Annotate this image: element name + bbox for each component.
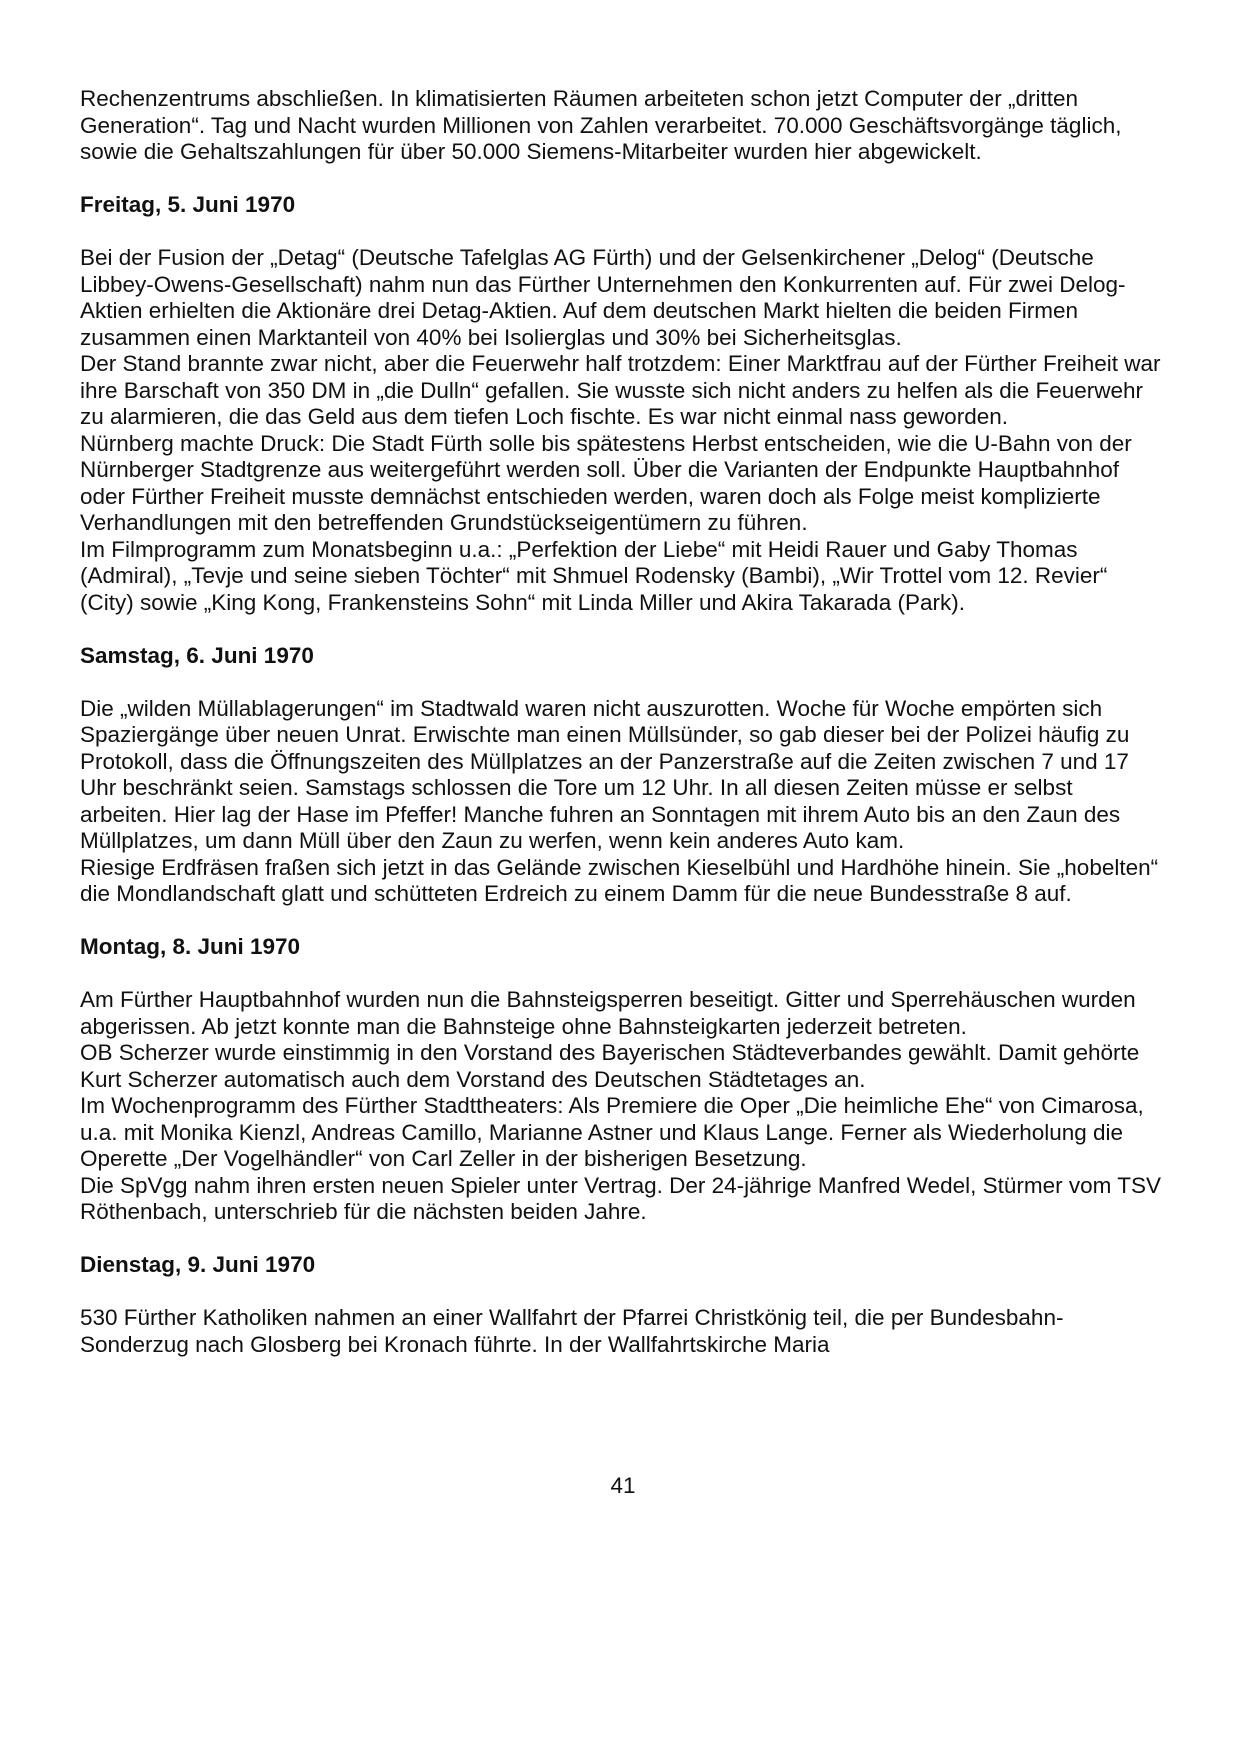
section-heading-montag: Montag, 8. Juni 1970 [80, 934, 301, 959]
paragraph: Im Filmprogramm zum Monatsbeginn u.a.: „Perfektion der Liebe“ mit Heidi Rauer und Gaby Thomas (Admiral), „Tevje und seine sieben Töchter“ mit Shmuel Rodensky (Bambi), „Wir Trottel vom 12. Revier“ (City) sowie „King Kong, Frankensteins Sohn“ mit Linda Miller und Akira Takarada (Park). [80, 536, 1108, 615]
paragraph-continuation: Rechenzentrums abschließen. In klimatisierten Räumen arbeiteten schon jetzt Computer der „dritten Generation“. Tag und Nacht wurden Millionen von Zahlen verarbeitet. 70.000 Geschäftsvorgänge täglich, sowie die Gehaltszahlungen für über 50.000 Siemens-Mitarbeiter wurden hier abgewickelt. [80, 86, 1122, 164]
paragraph: 530 Fürther Katholiken nahmen an einer Wallfahrt der Pfarrei Christkönig teil, die per Bundesbahn-Sonderzug nach Glosberg bei Kronach führte. In der Wallfahrtskirche Maria [80, 1305, 1064, 1357]
page-number: 41 [610, 1473, 636, 1498]
paragraph: Nürnberg machte Druck: Die Stadt Fürth solle bis spätestens Herbst entscheiden, wie die U-Bahn von der Nürnberger Stadtgrenze aus weitergeführt werden soll. Über die Varianten der Endpunkte Hauptbahnhof oder Fürther Freiheit musste demnächst entschieden werden, waren doch als Folge meist komplizierte Verhandlungen mit den betreffenden Grundstückseigentümern zu führen. [80, 430, 1132, 535]
paragraph: Am Fürther Hauptbahnhof wurden nun die Bahnsteigsperren beseitigt. Gitter und Sperrehäuschen wurden abgerissen. Ab jetzt konnte man die Bahnsteige ohne Bahnsteigkarten jederzeit betreten. [80, 987, 1136, 1039]
paragraph: Bei der Fusion der „Detag“ (Deutsche Tafelglas AG Fürth) und der Gelsenkirchener „Delog“ (Deutsche Libbey-Owens-Gesellschaft) nahm nun das Fürther Unternehmen den Konkurrenten auf. Für zwei Delog-Aktien erhielten die Aktionäre drei Detag-Aktien. Auf dem deutschen Markt hielten die beiden Firmen zusammen einen Marktanteil von 40% bei Isolierglas und 30% bei Sicherheitsglas. [80, 245, 1126, 350]
paragraph: Die „wilden Müllablagerungen“ im Stadtwald waren nicht auszurotten. Woche für Woche empörten sich Spaziergänge über neuen Unrat. Erwischte man einen Müllsünder, so gab dieser bei der Polizei häufig zu Protokoll, dass die Öffnungszeiten des Müllplatzes an der Panzerstraße auf die Zeiten zwischen 7 und 17 Uhr beschränkt seien. Samstags schlossen die Tore um 12 Uhr. In all diesen Zeiten müsse er selbst arbeiten. Hier lag der Hase im Pfeffer! Manche fuhren an Sonntagen mit ihrem Auto bis an den Zaun des Müllplatzes, um dann Müll über den Zaun zu werfen, wenn kein anderes Auto kam. [80, 695, 1130, 853]
paragraph: Der Stand brannte zwar nicht, aber die Feuerwehr half trotzdem: Einer Marktfrau auf der Fürther Freiheit war ihre Barschaft von 350 DM in „die Dulln“ gefallen. Sie wusste sich nicht anders zu helfen als die Feuerwehr zu alarmieren, die das Geld aus dem tiefen Loch fischte. Es war nicht einmal nass geworden. [80, 351, 1161, 429]
page-content [80, 86, 1166, 1358]
paragraph: Die SpVgg nahm ihren ersten neuen Spieler unter Vertrag. Der 24-jährige Manfred Wedel, Stürmer vom TSV Röthenbach, unterschrieb für die nächsten beiden Jahre. [80, 1172, 1161, 1224]
section-heading-samstag: Samstag, 6. Juni 1970 [80, 642, 314, 668]
paragraph: OB Scherzer wurde einstimmig in den Vorstand des Bayerischen Städteverbandes gewählt. Damit gehörte Kurt Scherzer automatisch auch dem Vorstand des Deutschen Städtetages an. [80, 1040, 1140, 1092]
section-heading-dienstag: Dienstag, 9. Juni 1970 [80, 1252, 316, 1277]
section-heading-freitag: Freitag, 5. Juni 1970 [80, 192, 296, 217]
paragraph: Riesige Erdfräsen fraßen sich jetzt in das Gelände zwischen Kieselbühl und Hardhöhe hinein. Sie „hobelten“ die Mondlandschaft glatt und schütteten Erdreich zu einem Damm für die neue Bundesstraße 8 auf. [80, 854, 1159, 906]
paragraph: Im Wochenprogramm des Fürther Stadttheaters: Als Premiere die Oper „Die heimliche Ehe“ von Cimarosa, u.a. mit Monika Kienzl, Andreas Camillo, Marianne Astner und Klaus Lange. Ferner als Wiederholung die Operette „Der Vogelhändler“ von Carl Zeller in der bisherigen Besetzung. [80, 1093, 1144, 1171]
